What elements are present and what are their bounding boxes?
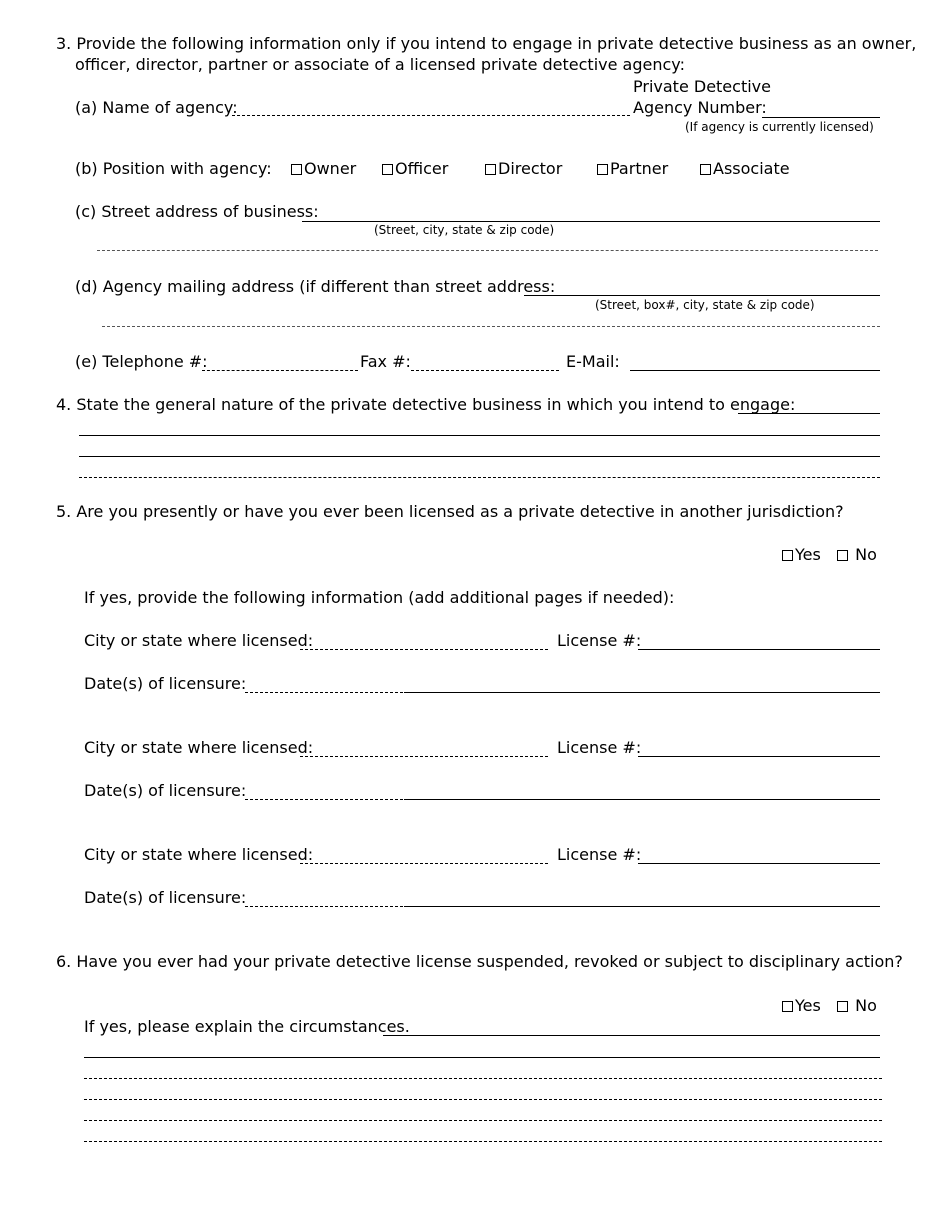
- director-checkbox[interactable]: [485, 164, 496, 175]
- license-field-1[interactable]: [638, 649, 880, 650]
- q6-explain-label: If yes, please explain the circumstances.: [84, 1017, 410, 1036]
- city-label-2: City or state where licensed:: [84, 738, 314, 757]
- explanation-field[interactable]: [383, 1035, 880, 1036]
- q6-no-checkbox[interactable]: [837, 1001, 848, 1012]
- owner-checkbox[interactable]: [291, 164, 302, 175]
- city-label-3: City or state where licensed:: [84, 845, 314, 864]
- associate-checkbox[interactable]: [700, 164, 711, 175]
- dates-field-1b[interactable]: [404, 692, 880, 693]
- officer-checkbox[interactable]: [382, 164, 393, 175]
- mailing-address-field-line2[interactable]: [102, 326, 880, 327]
- explanation-line4[interactable]: [84, 1099, 882, 1100]
- business-nature-field[interactable]: [738, 413, 880, 414]
- license-label-1: License #:: [557, 631, 642, 650]
- dates-label-3: Date(s) of licensure:: [84, 888, 247, 907]
- partner-checkbox[interactable]: [597, 164, 608, 175]
- agency-number-field[interactable]: [762, 117, 880, 118]
- fax-label: Fax #:: [360, 352, 411, 371]
- fax-field[interactable]: [411, 370, 559, 371]
- explanation-line3[interactable]: [84, 1078, 882, 1079]
- agency-number-label-line1: Private Detective: [633, 77, 771, 96]
- street-address-label: (c) Street address of business:: [75, 202, 319, 221]
- explanation-line2[interactable]: [84, 1057, 880, 1058]
- license-label-3: License #:: [557, 845, 642, 864]
- q6-no-option[interactable]: No: [837, 998, 877, 1014]
- telephone-field[interactable]: [202, 370, 358, 371]
- email-field[interactable]: [630, 370, 880, 371]
- agency-name-label: (a) Name of agency:: [75, 98, 238, 117]
- q5-no-checkbox[interactable]: [837, 550, 848, 561]
- license-label-2: License #:: [557, 738, 642, 757]
- position-option-officer[interactable]: Officer: [382, 161, 448, 177]
- dates-field-3a[interactable]: [245, 906, 403, 907]
- street-address-field[interactable]: [302, 221, 880, 222]
- business-nature-line2[interactable]: [79, 435, 880, 436]
- position-option-owner[interactable]: Owner: [291, 161, 356, 177]
- q6-label: 6. Have you ever had your private detective license suspended, revoked or subject to disciplinary action?: [56, 952, 903, 971]
- dates-field-1a[interactable]: [245, 692, 403, 693]
- telephone-label: (e) Telephone #:: [75, 352, 208, 371]
- q5-yes-option[interactable]: Yes: [782, 547, 821, 563]
- city-field-2[interactable]: [300, 756, 548, 757]
- explanation-line5[interactable]: [84, 1120, 882, 1121]
- license-field-2[interactable]: [638, 756, 880, 757]
- dates-field-3b[interactable]: [404, 906, 880, 907]
- position-option-partner[interactable]: Partner: [597, 161, 668, 177]
- business-nature-line3[interactable]: [79, 456, 880, 457]
- q3-intro-line1: 3. Provide the following information only if you intend to engage in private detective business as an owner,: [56, 34, 917, 53]
- q4-label: 4. State the general nature of the private detective business in which you intend to engage:: [56, 395, 796, 414]
- position-label: (b) Position with agency:: [75, 159, 272, 178]
- mailing-address-label: (d) Agency mailing address (if different than street address:: [75, 277, 556, 296]
- q5-label: 5. Are you presently or have you ever been licensed as a private detective in another jurisdiction?: [56, 502, 844, 521]
- dates-field-2a[interactable]: [245, 799, 403, 800]
- q5-if-yes: If yes, provide the following information (add additional pages if needed):: [84, 588, 675, 607]
- q3-intro-line2: officer, director, partner or associate of a licensed private detective agency:: [75, 55, 685, 74]
- dates-label-2: Date(s) of licensure:: [84, 781, 247, 800]
- agency-number-label-line2: Agency Number:: [633, 98, 767, 117]
- city-field-1[interactable]: [300, 649, 548, 650]
- business-nature-line4[interactable]: [79, 477, 880, 478]
- explanation-line6[interactable]: [84, 1141, 882, 1142]
- license-field-3[interactable]: [638, 863, 880, 864]
- mailing-address-field[interactable]: [524, 295, 880, 296]
- mailing-address-note: (Street, box#, city, state & zip code): [595, 298, 815, 312]
- street-address-note: (Street, city, state & zip code): [374, 223, 555, 237]
- agency-number-note: (If agency is currently licensed): [685, 120, 874, 134]
- city-field-3[interactable]: [300, 863, 548, 864]
- q5-yes-checkbox[interactable]: [782, 550, 793, 561]
- q5-no-option[interactable]: No: [837, 547, 877, 563]
- q6-yes-option[interactable]: Yes: [782, 998, 821, 1014]
- dates-label-1: Date(s) of licensure:: [84, 674, 247, 693]
- email-label: E-Mail:: [566, 352, 620, 371]
- q6-yes-checkbox[interactable]: [782, 1001, 793, 1012]
- street-address-field-line2[interactable]: [97, 250, 878, 251]
- position-option-director[interactable]: Director: [485, 161, 562, 177]
- position-option-associate[interactable]: Associate: [700, 161, 790, 177]
- agency-name-field[interactable]: [232, 115, 630, 116]
- city-label-1: City or state where licensed:: [84, 631, 314, 650]
- dates-field-2b[interactable]: [404, 799, 880, 800]
